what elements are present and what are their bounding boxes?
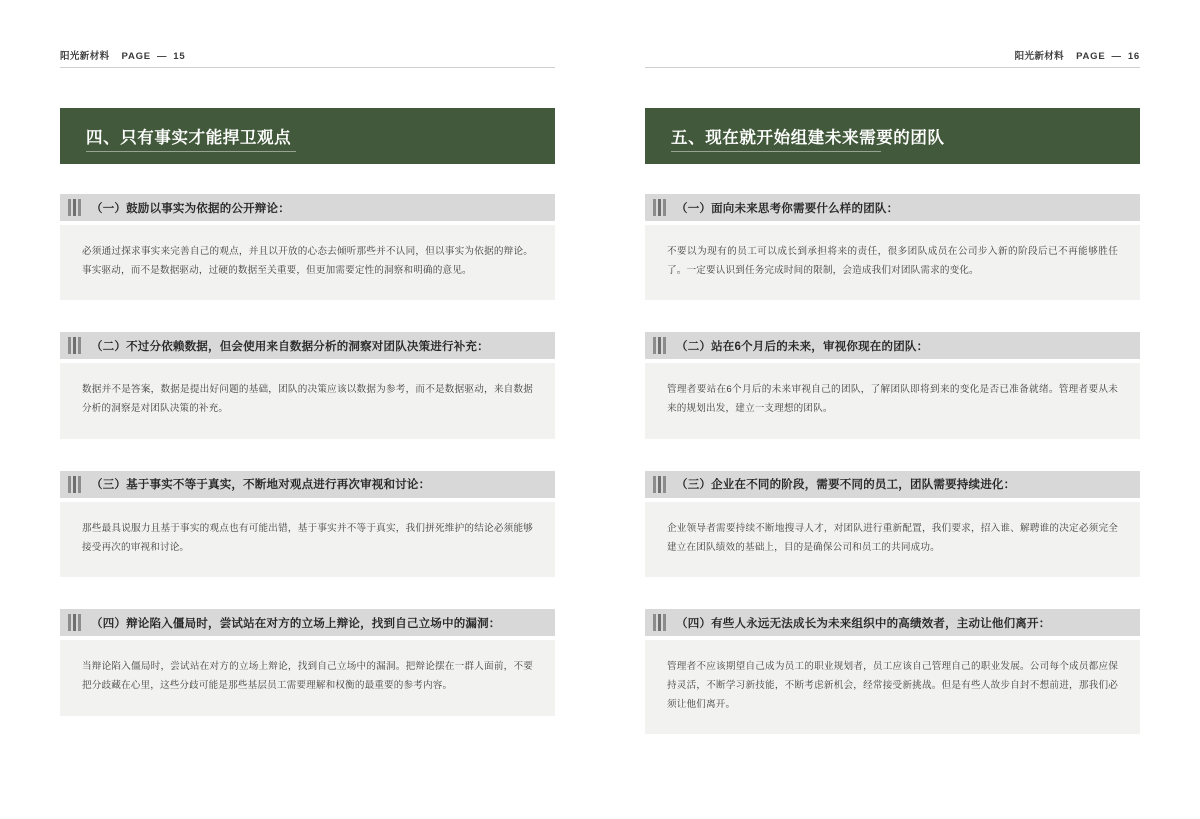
page-dash: — <box>156 51 168 62</box>
subsection-heading-text: （二）站在6个月后的未来，审视你现在的团队： <box>676 340 929 353</box>
page-number: 15 <box>173 51 186 62</box>
subsection-heading <box>60 609 555 636</box>
subsection-body <box>645 640 1140 734</box>
bars-icon <box>653 337 668 354</box>
section-title-banner <box>60 108 555 164</box>
subsection-body-text: 企业领导者需要持续不断地搜寻人才，对团队进行重新配置，我们要求，招入谁、解聘谁的决定必须完全建立在团队绩效的基础上，目的是确保公司和员工的共同成功。 <box>667 522 1118 553</box>
bars-icon <box>653 199 668 216</box>
subsection-body-text: 当辩论陷入僵局时，尝试站在对方的立场上辩论，找到自己立场中的漏洞。把辩论摆在一群人面前，不要把分歧藏在心里，这些分歧可能是那些基层员工需要理解和权衡的最重要的参考内容。 <box>82 661 533 691</box>
subsection-heading <box>645 194 1140 221</box>
subsection-body <box>645 225 1140 300</box>
content-block <box>60 471 555 577</box>
subsection-heading-text: （一）面向未来思考你需要什么样的团队： <box>676 202 899 215</box>
subsection-body <box>60 640 555 715</box>
content-block <box>60 194 555 300</box>
subsection-body-text: 不要以为现有的员工可以成长到承担将来的责任，很多团队成员在公司步入新的阶段后已不再能够胜任了。一定要认识到任务完成时间的限制，会造成我们对团队需求的变化。 <box>667 246 1118 276</box>
subsection-heading-text: （一）鼓励以事实为依据的公开辩论： <box>91 202 290 215</box>
page-right <box>600 0 1200 819</box>
subsection-body <box>60 502 555 577</box>
subsection-body-text: 管理者不应该期望自己成为员工的职业规划者，员工应该自己管理自己的职业发展。公司每个成员都应保持灵活，不断学习新技能，不断考虑新机会，经常接受新挑战。但是有些人故步自封不想前进，那我们必须让他们离开。 <box>667 661 1118 710</box>
section-title-text: 四、只有事实才能捍卫观点 <box>86 129 292 147</box>
running-head-right <box>645 48 1140 68</box>
page-label: PAGE <box>1076 51 1106 62</box>
title-underline <box>671 151 881 152</box>
content-block <box>645 194 1140 300</box>
content-block <box>645 332 1140 438</box>
subsection-heading-text: （三）企业在不同的阶段，需要不同的员工，团队需要持续进化： <box>676 479 1016 492</box>
page-dash: — <box>1111 51 1122 62</box>
subsection-heading-text: （四）有些人永远无法成长为未来组织中的高绩效者，主动让他们离开： <box>676 617 1051 630</box>
bars-icon <box>68 199 83 216</box>
section-title-banner <box>645 108 1140 164</box>
content-block <box>645 609 1140 734</box>
subsection-heading <box>645 332 1140 359</box>
subsection-heading <box>645 471 1140 498</box>
subsection-body-text: 必须通过探求事实来完善自己的观点，并且以开放的心态去倾听那些并不认同，但以事实为依据的辩论。事实驱动，而不是数据驱动，过硬的数据至关重要，但更加需要定性的洞察和明确的意见。 <box>82 246 533 276</box>
bars-icon <box>68 337 83 354</box>
subsection-heading <box>60 332 555 359</box>
bars-icon <box>653 614 668 631</box>
page-number: 16 <box>1127 51 1140 62</box>
content-block <box>60 332 555 438</box>
bars-icon <box>68 476 83 493</box>
section-title-text: 五、现在就开始组建未来需要的团队 <box>671 129 945 147</box>
bars-icon <box>653 476 668 493</box>
subsection-heading <box>60 471 555 498</box>
title-underline <box>86 151 296 152</box>
subsection-heading <box>645 609 1140 636</box>
bars-icon <box>68 614 83 631</box>
brand-label: 阳光新材料 <box>60 51 110 62</box>
running-head-left <box>60 48 555 68</box>
subsection-heading-text: （三）基于事实不等于真实，不断地对观点进行再次审视和讨论： <box>91 479 431 492</box>
subsection-body <box>645 502 1140 577</box>
brand-label: 阳光新材料 <box>1014 51 1065 62</box>
content-block <box>645 471 1140 577</box>
subsection-body <box>60 363 555 438</box>
subsection-body-text: 数据并不是答案，数据是提出好问题的基础，团队的决策应该以数据为参考，而不是数据驱动，来自数据分析的洞察是对团队决策的补充。 <box>82 384 533 415</box>
content-block <box>60 609 555 715</box>
subsection-heading-text: （二）不过分依赖数据，但会使用来自数据分析的洞察对团队决策进行补充： <box>91 340 489 353</box>
page-label: PAGE <box>121 51 151 62</box>
subsection-body-text: 那些最具说服力且基于事实的观点也有可能出错，基于事实并不等于真实，我们拼死维护的结论必须能够接受再次的审视和讨论。 <box>82 522 533 553</box>
subsection-heading <box>60 194 555 221</box>
subsection-body <box>645 363 1140 438</box>
subsection-body <box>60 225 555 300</box>
subsection-heading-text: （四）辩论陷入僵局时，尝试站在对方的立场上辩论，找到自己立场中的漏洞： <box>91 617 501 630</box>
subsection-body-text: 管理者要站在6个月后的未来审视自己的团队，了解团队即将到来的变化是否已准备就绪。管理者要从未来的规划出发，建立一支理想的团队。 <box>667 384 1118 415</box>
